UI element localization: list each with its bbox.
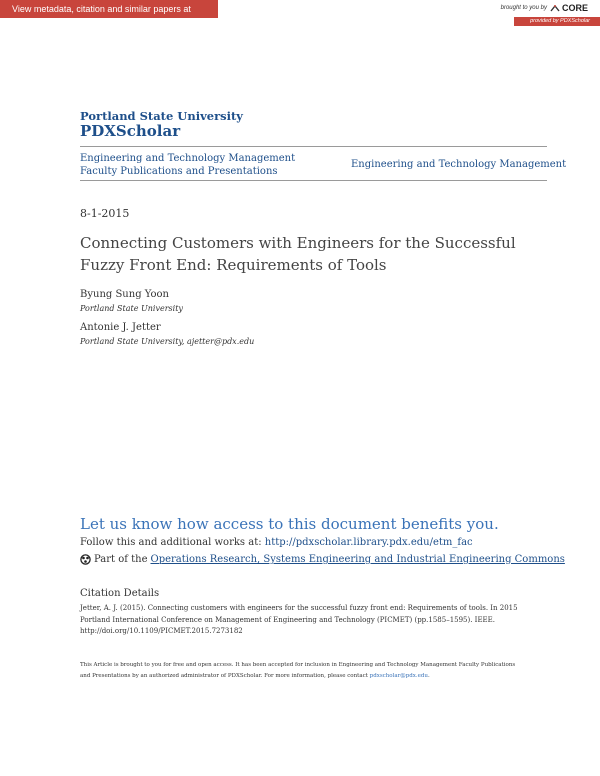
feedback-link[interactable]: Let us know how access to this document benefits you. [80, 515, 499, 533]
collection-link-department[interactable]: Engineering and Technology Management [351, 159, 567, 170]
repository-name[interactable]: PDXScholar [80, 122, 181, 140]
author-affiliation: Portland State University [80, 304, 183, 313]
citation-heading: Citation Details [80, 588, 160, 599]
commons-network-icon [80, 554, 91, 565]
author-name: Byung Sung Yoon [80, 289, 169, 300]
core-logo[interactable] [550, 3, 588, 13]
collection-link-faculty[interactable]: Engineering and Technology Management Faculty Publications and Presentations [80, 153, 296, 177]
core-logo-text: CORE [561, 3, 588, 13]
brought-by-text: brought to you by [500, 5, 547, 11]
follow-line [80, 537, 473, 548]
publication-date: 8-1-2015 [80, 207, 130, 220]
author-name: Antonie J. Jetter [80, 322, 161, 333]
core-brought-by [501, 3, 588, 13]
contact-email-link[interactable]: pdxscholar@pdx.edu [369, 673, 428, 679]
divider-top [80, 146, 547, 147]
document-title: Connecting Customers with Engineers for the Successful Fuzzy Front End: Requirements of Tools [80, 234, 516, 274]
citation-text: Jetter, A. J. (2015). Connecting customers with engineers for the successful fuzzy front end: Requirements of tools. In 2015 Portland International Conference on Management of Engineering and Technology (PICMET) (pp.1585–1595). IEEE. http://doi.org/10.1109/PICMET.2015.7273182 [80, 604, 518, 635]
core-metadata-link[interactable] [0, 0, 218, 32]
part-of-label: Part of the [94, 554, 148, 565]
part-of-line [80, 554, 565, 565]
footer-end: . [427, 673, 430, 679]
divider-bottom [80, 180, 547, 181]
provided-by: provided by PDXScholar [514, 17, 600, 26]
follow-label: Follow this and additional works at: [80, 537, 265, 548]
footer-text: This Article is brought to you for free and open access. It has been accepted for inclusion in Engineering and Technology Management Faculty Publications and Presentations by an authorized administrator of PDXScholar. For more information, please contact [80, 662, 516, 679]
core-banner [0, 0, 600, 32]
core-metadata-text: View metadata, citation and similar papers at [12, 4, 191, 14]
commons-link[interactable]: Operations Research, Systems Engineering and Industrial Engineering Commons [150, 554, 565, 565]
footer-notice [80, 660, 520, 682]
author-affiliation: Portland State University, ajetter@pdx.edu [80, 337, 255, 346]
university-name[interactable]: Portland State University [80, 109, 243, 123]
collection-url-link[interactable]: http://pdxscholar.library.pdx.edu/etm_fac [264, 537, 473, 548]
core-link[interactable]: core.ac.uk [12, 22, 54, 32]
core-logo-icon [550, 4, 560, 13]
